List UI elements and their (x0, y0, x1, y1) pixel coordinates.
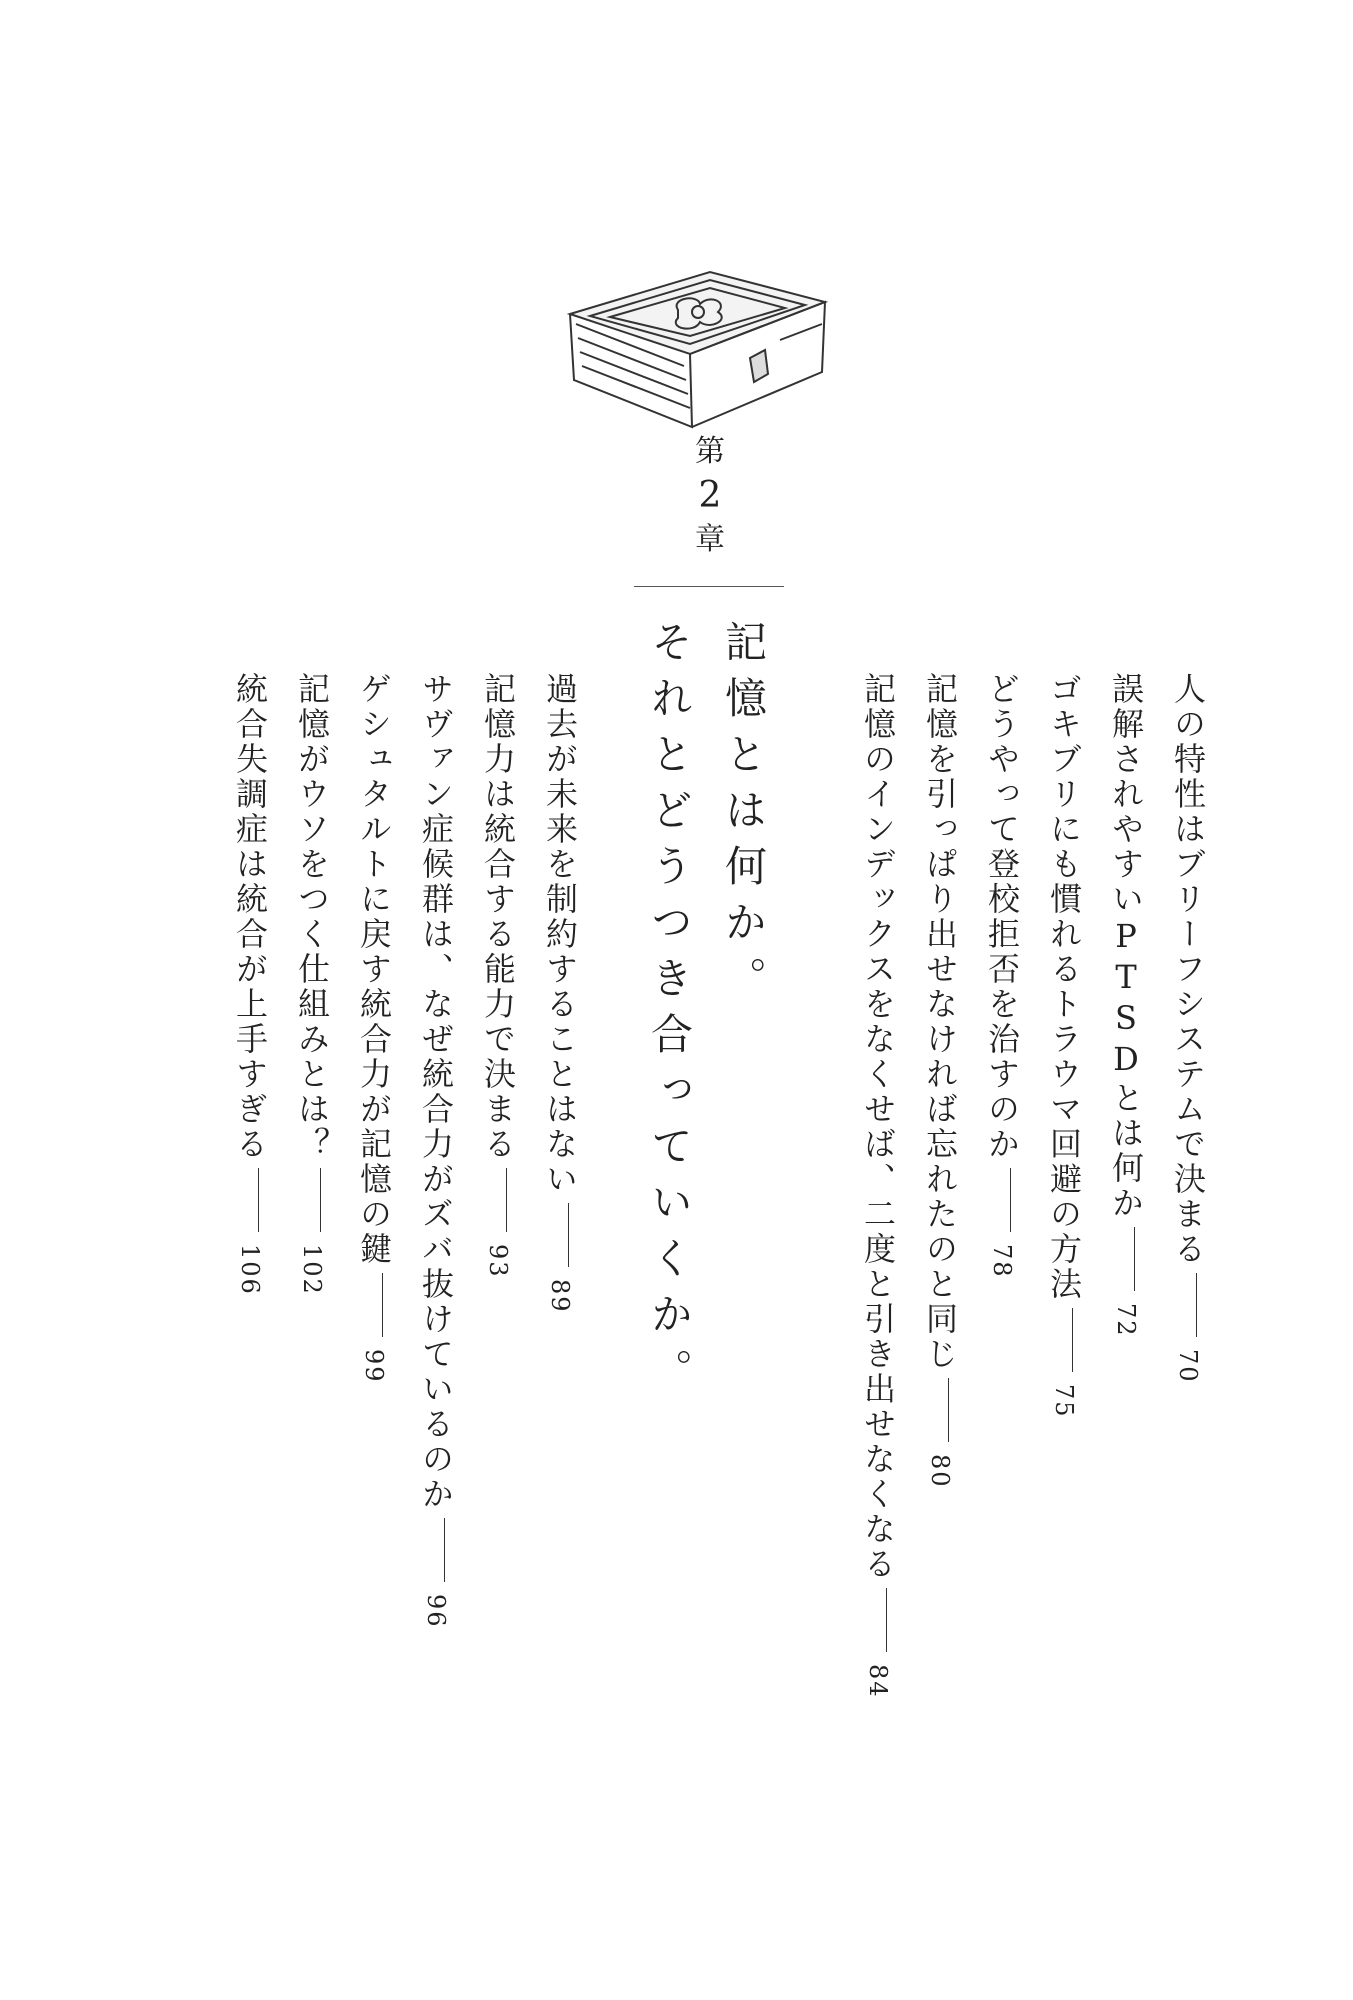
toc-entry-text: 誤解されやすいPTSDとは何か (1107, 672, 1145, 1221)
toc-entry-text: ゲシュタルトに戻す統合力が記憶の鍵 (355, 672, 393, 1267)
toc-page-number: 78 (988, 1244, 1016, 1279)
chapter-number (650, 430, 770, 562)
toc-page-number: 96 (422, 1594, 450, 1629)
toc-entry[interactable] (355, 672, 393, 1384)
toc-entry[interactable] (479, 672, 517, 1279)
toc-entry-text: 過去が未来を制約することはない (541, 672, 579, 1197)
toc-page-number: 70 (1174, 1349, 1202, 1384)
chapter-title-line-1: 記憶とは何か。 (719, 620, 768, 1012)
toc-entry-text: どうやって登校拒否を治すのか (983, 672, 1021, 1162)
toc-leader-dash (1196, 1273, 1197, 1337)
toc-page-number: 89 (546, 1279, 574, 1314)
toc-leader-dash (568, 1203, 569, 1267)
toc-entry[interactable] (541, 672, 579, 1314)
toc-entry[interactable] (1045, 672, 1083, 1419)
toc-leader-dash (948, 1378, 949, 1442)
toc-entry[interactable] (921, 672, 959, 1489)
toc-entry-text: 人の特性はブリーフシステムで決まる (1169, 672, 1207, 1267)
chapter-label-bottom: 章 (695, 522, 725, 557)
toc-entry[interactable] (1169, 672, 1207, 1384)
toc-leader-dash (320, 1168, 321, 1232)
book-illustration (560, 262, 835, 437)
toc-entry-text: 記憶のインデックスをなくせば、二度と引き出せなくなる (859, 672, 897, 1582)
toc-page-number: 106 (236, 1244, 264, 1296)
toc-leader-dash (1010, 1168, 1011, 1232)
chapter-number-value: 2 (698, 475, 722, 516)
toc-entry[interactable] (417, 672, 455, 1629)
toc-leader-dash (444, 1518, 445, 1582)
toc-leader-dash (1134, 1227, 1135, 1291)
toc-leader-dash (506, 1168, 507, 1232)
chapter-label-top: 第 (695, 434, 725, 469)
toc-entry[interactable] (859, 672, 897, 1699)
toc-entry-text: 記憶を引っぱり出せなければ忘れたのと同じ (921, 672, 959, 1372)
toc-page-number: 93 (484, 1244, 512, 1279)
toc-entry[interactable] (293, 672, 331, 1296)
toc-entry[interactable] (1107, 672, 1145, 1338)
toc-entry[interactable] (231, 672, 269, 1296)
toc-entry-text: 記憶力は統合する能力で決まる (479, 672, 517, 1162)
toc-entry[interactable] (983, 672, 1021, 1279)
chapter-title-line-2: それとどうつき合っていくか。 (645, 620, 694, 1404)
toc-entry-text: 統合失調症は統合が上手すぎる (231, 672, 269, 1162)
toc-entry-text: 記憶がウソをつく仕組みとは？ (293, 672, 331, 1162)
toc-page-number: 102 (298, 1244, 326, 1296)
toc-page-number: 99 (360, 1349, 388, 1384)
toc-page-number: 84 (864, 1664, 892, 1699)
toc-page-number: 75 (1050, 1384, 1078, 1419)
toc-leader-dash (382, 1273, 383, 1337)
toc-page-number: 80 (926, 1454, 954, 1489)
toc-leader-dash (258, 1168, 259, 1232)
toc-entry-text: サヴァン症候群は、なぜ統合力がズバ抜けているのか (417, 672, 455, 1512)
toc-page-number: 72 (1112, 1303, 1140, 1338)
toc-leader-dash (886, 1588, 887, 1652)
toc-leader-dash (1072, 1308, 1073, 1372)
toc-entry-text: ゴキブリにも慣れるトラウマ回避の方法 (1045, 672, 1083, 1302)
divider-line (634, 586, 784, 587)
